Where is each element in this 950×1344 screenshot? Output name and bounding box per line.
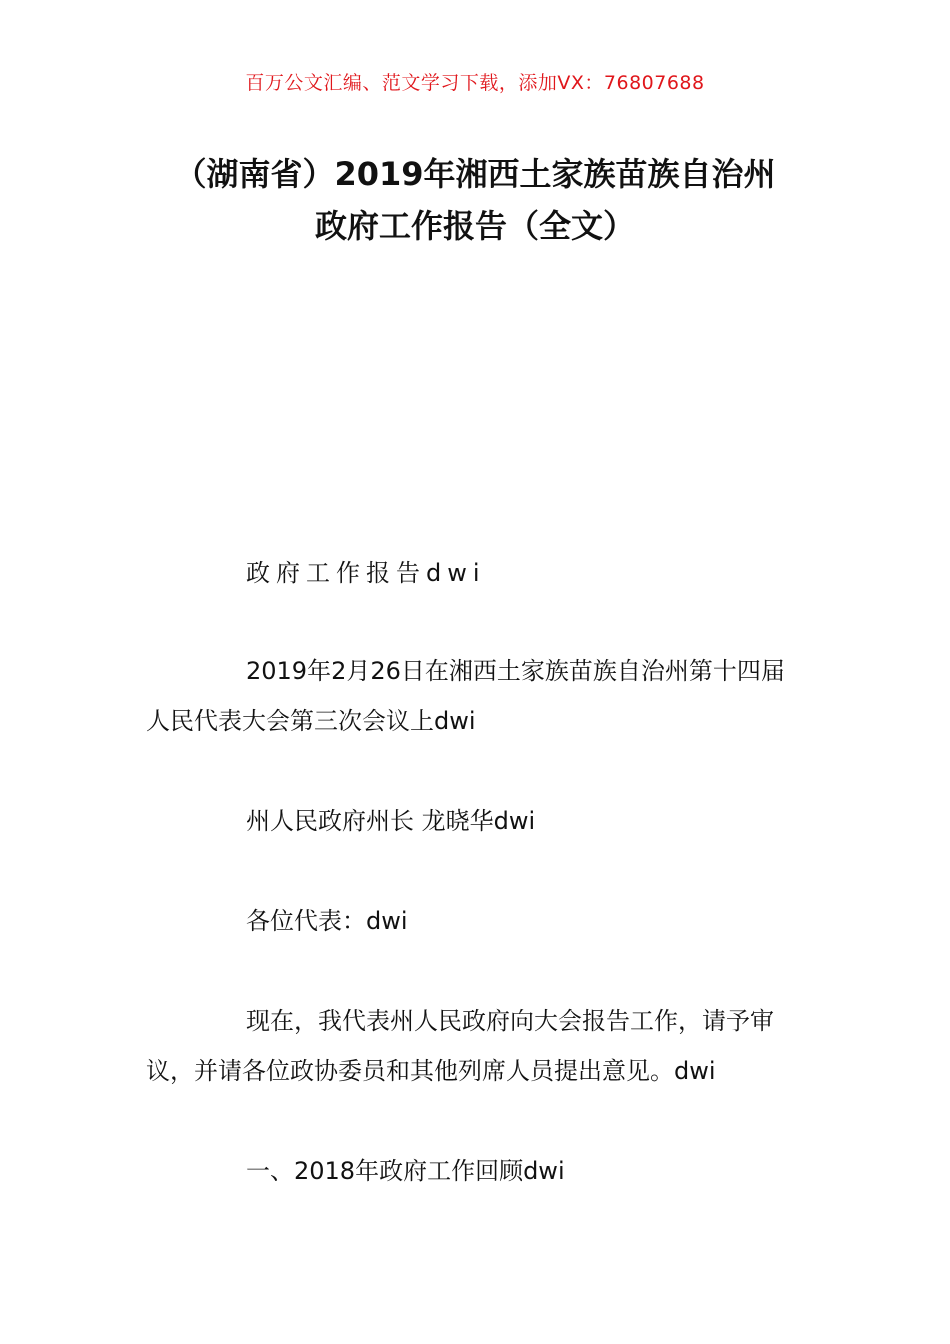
document-title	[0, 148, 950, 252]
section-heading: 政府工作报告dwi	[246, 559, 486, 587]
title-line-1: （湖南省）2019年湘西土家族苗族自治州	[174, 155, 776, 193]
intro-paragraph: 现在，我代表州人民政府向大会报告工作，请予审议，并请各位政协委员和其他列席人员提出意见。dwi	[146, 1007, 774, 1085]
meeting-info-paragraph: 2019年2月26日在湘西土家族苗族自治州第十四届人民代表大会第三次会议上dwi	[146, 657, 785, 735]
salutation: 各位代表：dwi	[246, 907, 408, 935]
header-promo-note: 百万公文汇编、范文学习下载，添加VX：76807688	[245, 72, 705, 94]
author-line: 州人民政府州长 龙晓华dwi	[246, 807, 536, 835]
chapter-heading: 一、2018年政府工作回顾dwi	[246, 1157, 565, 1185]
title-line-2: 政府工作报告（全文）	[314, 207, 635, 245]
